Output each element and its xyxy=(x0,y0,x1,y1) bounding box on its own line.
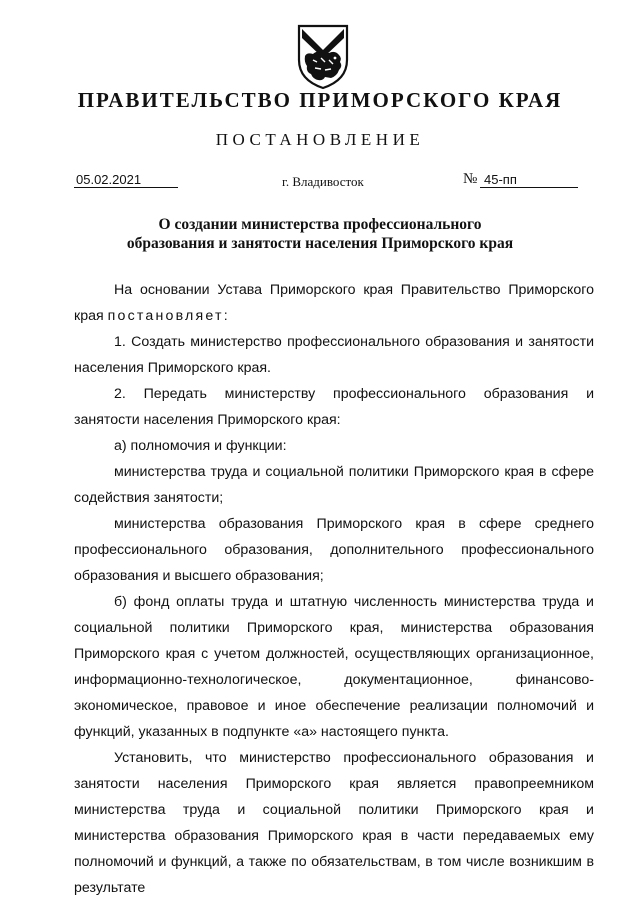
preamble-text: На основании Устава Приморского края Правительство Приморского края xyxy=(74,282,594,324)
document-number: 45-пп xyxy=(480,173,578,188)
paragraph-preamble xyxy=(74,277,594,329)
document-body xyxy=(74,277,594,901)
heading-line-2: образования и занятости населения Приморского края xyxy=(126,235,514,252)
paragraph-education-ministry: министерства образования Приморского края в сфере среднего профессионального образования, дополнительного профессионального образования и высшего образования; xyxy=(74,516,594,584)
paragraph-item-2b: б) фонд оплаты труда и штатную численность министерства труда и социальной политики Приморского края, министерства образования Приморского края с учетом должностей, осуществляющих организационное, информационно-технологическое, документационное, финансово-экономическое, правовое и иное обеспечение реализации полномочий и функций, указанных в подпункте «а» настоящего пункта. xyxy=(74,594,594,740)
heading-line-1: О создании министерства профессионального xyxy=(158,216,482,233)
document-number-label: № xyxy=(463,171,478,187)
paragraph-labor-ministry: министерства труда и социальной политики Приморского края в сфере содействия занятости; xyxy=(74,464,594,506)
document-type: ПОСТАНОВЛЕНИЕ xyxy=(215,130,425,149)
paragraph-succession: Установить, что министерство профессионального образования и занятости населения Приморского края является правопреемником министерства труда и социальной политики Приморского края и министерства образования Приморского края в части передаваемых ему полномочий и функций, а также по обязательствам, в том числе возникшим в результате xyxy=(74,750,594,896)
document-date: 05.02.2021 xyxy=(74,173,178,188)
paragraph-item-2: 2. Передать министерству профессионального образования и занятости населения Приморского края: xyxy=(74,386,594,428)
primorsky-krai-coat-of-arms-icon xyxy=(295,20,351,90)
paragraph-item-2a: а) полномочия и функции: xyxy=(114,438,287,454)
government-title: ПРАВИТЕЛЬСТВО ПРИМОРСКОГО КРАЯ xyxy=(77,88,563,112)
document-city: г. Владивосток xyxy=(282,174,364,189)
paragraph-item-1: 1. Создать министерство профессионального образования и занятости населения Приморского края. xyxy=(74,334,594,376)
document-heading xyxy=(0,215,640,253)
preamble-action: постановляет: xyxy=(107,308,230,324)
